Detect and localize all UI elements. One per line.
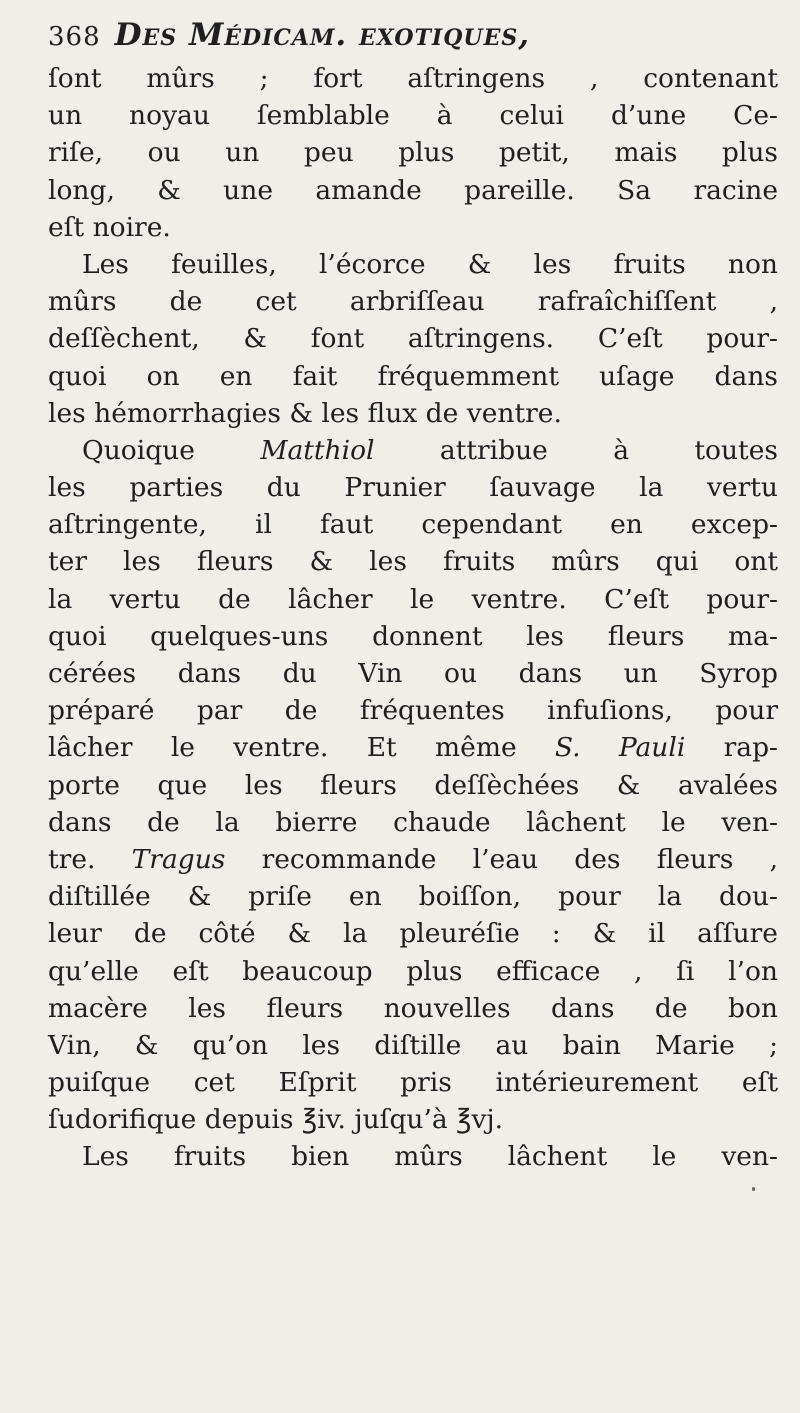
text-line: dans de la bierre chaude lâchent le ven-: [48, 806, 778, 838]
text-line: ter les fleurs & les fruits mûrs qui ont: [48, 546, 778, 578]
text-line: qu’elle eſt beaucoup plus efficace , ſi l’on: [48, 955, 778, 987]
catchline: Les fruits bien mûrs lâchent le ven-: [82, 1141, 778, 1173]
text-line: [48, 841, 778, 878]
text-line: ſudorifique depuis ℥iv. juſqu’à ℥vj.: [48, 1104, 504, 1136]
text-line: un noyau ſemblable à celui d’une Ce-: [48, 100, 778, 132]
text-run: lâcher le ventre. Et même: [48, 732, 555, 764]
text-line: [48, 432, 778, 469]
text-line: préparé par de fréquentes infuſions, pour: [48, 695, 778, 727]
text-line: leur de côté & la pleuréſie : & il aſſure: [48, 918, 778, 950]
text-line: quoi on en fait fréquemment uſage dans: [48, 360, 778, 392]
text-line: ſont mûrs ; fort aſtringens , contenant: [48, 63, 778, 94]
text-line: aſtringente, il faut cependant en excep-: [48, 509, 778, 541]
paper-speck: [752, 1187, 755, 1191]
text-run: tre.: [48, 843, 132, 875]
text-run: recommande l’eau des fleurs ,: [225, 843, 778, 875]
page-number: 368: [48, 22, 101, 52]
running-head-title-sub: exotiques,: [347, 17, 531, 53]
author-name-tragus: Tragus: [131, 843, 226, 875]
text-line: quoi quelques-uns donnent les fleurs ma-: [48, 620, 778, 652]
text-line: eſt noire.: [48, 211, 171, 243]
text-line: mûrs de cet arbriſſeau rafraîchiſſent ,: [48, 286, 778, 318]
text-line: riſe, ou un peu plus petit, mais plus: [48, 137, 778, 169]
text-line: Vin, & qu’on les diſtille au bain Marie ;: [48, 1029, 778, 1061]
text-line: macère les fleurs nouvelles dans de bon: [48, 992, 778, 1024]
text-line: les hémorrhagies & les flux de ventre.: [48, 397, 562, 429]
text-line: Les feuilles, l’écorce & les fruits non: [82, 248, 778, 280]
book-page: [48, 12, 778, 1176]
text-line: porte que les fleurs deſſèchées & avalées: [48, 769, 778, 801]
text-run: rap-: [685, 732, 778, 764]
text-run: Quoique: [82, 434, 261, 466]
running-head-title: [115, 12, 530, 58]
text-line: les parties du Prunier ſauvage la vertu: [48, 472, 778, 504]
running-head: [48, 12, 778, 60]
text-line: deſſèchent, & font aſtringens. C’eſt pour-: [48, 323, 778, 355]
author-name-pauli: S. Pauli: [554, 732, 686, 764]
text-line: long, & une amande pareille. Sa racine: [48, 174, 778, 206]
body-text: [48, 60, 778, 1138]
running-head-title-main: Des Médicam.: [114, 17, 348, 53]
text-line: diſtillée & priſe en boiſſon, pour la dou-: [48, 881, 778, 913]
author-name-matthiol: Matthiol: [260, 434, 375, 466]
text-line: cérées dans du Vin ou dans un Syrop: [48, 658, 778, 689]
text-line: [48, 729, 778, 766]
text-line: puiſque cet Eſprit pris intérieurement eſt: [48, 1067, 778, 1099]
text-line: la vertu de lâcher le ventre. C’eſt pour-: [48, 583, 778, 615]
text-run: attribue à toutes: [374, 434, 778, 466]
